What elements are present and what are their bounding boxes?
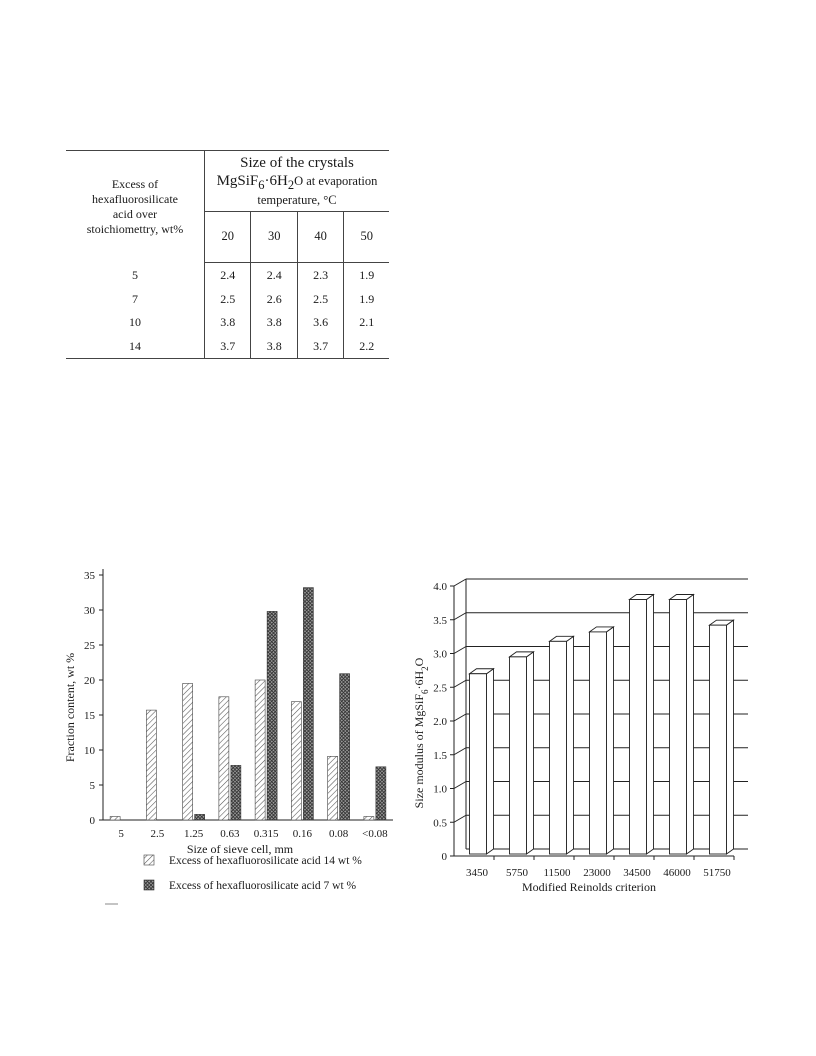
stub-header	[66, 151, 205, 263]
excess-cell: 10	[66, 311, 205, 335]
crystal-size-table	[66, 150, 389, 359]
y-tick-label: 10	[84, 745, 95, 757]
bar	[550, 641, 567, 854]
temperature-header: 20	[205, 212, 251, 263]
y-axis-label-part: ·6H	[412, 670, 426, 690]
y-tick-label: 4.0	[433, 581, 447, 593]
table-row	[66, 263, 389, 288]
y-tick-label: 3.5	[433, 614, 447, 627]
legend-label: Excess of hexafluorosilicate acid 7 wt %	[169, 880, 357, 892]
y-tick-label: 30	[84, 605, 95, 617]
bar-excess-7	[267, 611, 277, 820]
y-axis-label: Fraction content, wt %	[63, 652, 77, 763]
bar	[510, 657, 527, 854]
x-tick-label: 51750	[703, 867, 731, 879]
bar-excess-14	[291, 702, 301, 820]
bar-side-face	[567, 636, 574, 854]
x-tick-label: 2.5	[150, 828, 165, 840]
x-tick-label: 11500	[543, 867, 571, 879]
stub-header-line: Excess of	[111, 176, 159, 191]
size-cell: 1.9	[359, 291, 375, 306]
x-tick-label: 23000	[583, 867, 611, 879]
bar-side-face	[527, 652, 534, 854]
y-tick-label: 25	[84, 640, 95, 652]
bar	[710, 625, 727, 854]
stub-header-line: hexafluorosilicate	[92, 191, 178, 206]
gridline-side	[454, 714, 466, 721]
bar-excess-7	[303, 588, 313, 820]
bar-excess-14	[110, 817, 120, 821]
x-axis-label: Size of sieve cell, mm	[186, 842, 294, 856]
legend-swatch-excess-7	[144, 880, 154, 890]
gridline-side	[454, 815, 466, 822]
group-header-line2	[205, 172, 389, 193]
gridline-side	[454, 748, 466, 755]
table-header-row	[66, 151, 389, 212]
bar-excess-7	[231, 765, 241, 820]
formula-part: MgSiF	[216, 173, 259, 189]
bar-excess-14	[255, 680, 265, 820]
group-header-line1: Size of the crystals	[240, 155, 354, 171]
x-tick-label: 3450	[466, 867, 488, 879]
legend-label: Excess of hexafluorosilicate acid 14 wt %	[169, 855, 362, 867]
temperature-header: 50	[344, 212, 389, 263]
x-tick-label: 5750	[506, 867, 528, 879]
size-cell: 1.9	[359, 268, 375, 283]
bar-excess-7	[376, 767, 386, 820]
table-row	[66, 288, 389, 312]
left-plot-area	[63, 569, 393, 904]
bar	[470, 674, 487, 854]
x-tick-label: 0.08	[329, 828, 349, 840]
gridline-side	[454, 680, 466, 687]
y-axis-label-part: 6	[420, 689, 430, 694]
size-cell: 2.4	[205, 263, 251, 288]
y-axis-label	[412, 657, 430, 808]
y-tick-label: 0	[89, 815, 95, 827]
size-cell: 2.3	[297, 263, 343, 288]
y-axis-label-part: 2	[420, 666, 430, 671]
size-cell: 3.6	[297, 311, 343, 335]
x-tick-label: 0.315	[253, 828, 279, 840]
y-tick-label: 15	[84, 710, 95, 722]
y-tick-label: 2.5	[433, 682, 447, 695]
excess-cell: 5	[66, 263, 205, 288]
bar-side-face	[687, 595, 694, 855]
formula-part: O at evaporation	[294, 174, 378, 188]
y-tick-label: 5	[89, 780, 95, 792]
y-tick-label: 0	[441, 851, 447, 863]
y-axis-label-part: O	[412, 657, 426, 667]
gridline-side	[454, 613, 466, 620]
x-tick-label: 34500	[623, 867, 651, 879]
excess-cell: 7	[66, 288, 205, 312]
formula-subscript: 2	[287, 178, 295, 192]
x-tick-label: 0.16	[292, 828, 312, 840]
size-cell: 2.1	[359, 315, 375, 330]
bar-side-face	[727, 620, 734, 854]
stub-header-line: stoichiomettry, wt%	[86, 221, 184, 236]
x-tick-label: 5	[118, 828, 124, 840]
gridline-side	[454, 647, 466, 654]
x-tick-label: 1.25	[184, 828, 204, 840]
group-header	[205, 151, 390, 212]
formula-part: ·6H	[264, 173, 288, 189]
bar-excess-7	[340, 674, 350, 820]
bar-excess-14	[364, 817, 374, 821]
y-axis-label-part: Size modulus of MgSiF	[412, 693, 426, 809]
size-cell: 3.8	[251, 311, 297, 335]
size-cell: 2.5	[205, 288, 251, 312]
right-plot-area	[412, 579, 748, 894]
size-modulus-chart	[408, 568, 748, 908]
bar-side-face	[607, 627, 614, 854]
bar-side-face	[647, 595, 654, 855]
y-tick-label: 20	[84, 675, 95, 687]
y-tick-label: 1.0	[433, 783, 447, 796]
group-header-line3: temperature, °C	[257, 193, 337, 207]
bar-excess-14	[219, 697, 229, 820]
legend-swatch-excess-14	[144, 855, 154, 865]
temperature-header: 40	[297, 212, 343, 263]
size-cell: 2.5	[297, 288, 343, 312]
y-tick-label: 35	[84, 570, 95, 582]
bar	[630, 600, 647, 855]
formula-subscript: 6	[258, 178, 265, 192]
fraction-content-chart	[60, 563, 405, 913]
bar-excess-14	[183, 684, 193, 821]
y-tick-label: 2.0	[433, 716, 447, 728]
x-tick-label: <0.08	[362, 828, 388, 840]
bar	[590, 632, 607, 854]
temperature-header: 30	[251, 212, 297, 263]
size-cell: 3.7	[205, 335, 251, 359]
table-row	[66, 335, 389, 359]
bar-excess-7	[195, 814, 205, 820]
y-tick-label: 3.0	[433, 648, 447, 661]
bar	[670, 600, 687, 855]
y-tick-label: 1.5	[433, 749, 447, 762]
size-cell: 3.8	[205, 311, 251, 335]
table-row	[66, 311, 389, 335]
bar-excess-14	[328, 756, 338, 820]
excess-cell: 14	[66, 335, 205, 359]
gridline-side	[454, 782, 466, 789]
bar-excess-14	[146, 710, 156, 820]
size-cell: 2.2	[344, 335, 389, 359]
x-axis-label: Modified Reinolds criterion	[522, 880, 656, 894]
x-tick-label: 0.63	[220, 828, 240, 840]
bar-side-face	[487, 669, 494, 854]
stub-header-line: acid over	[112, 206, 158, 221]
size-cell: 2.4	[251, 263, 297, 288]
y-tick-label: 0.5	[433, 817, 447, 830]
size-cell: 3.8	[251, 335, 297, 359]
x-tick-label: 46000	[663, 867, 691, 879]
size-cell: 3.7	[297, 335, 343, 359]
size-cell: 2.6	[251, 288, 297, 312]
gridline-side	[454, 579, 466, 586]
